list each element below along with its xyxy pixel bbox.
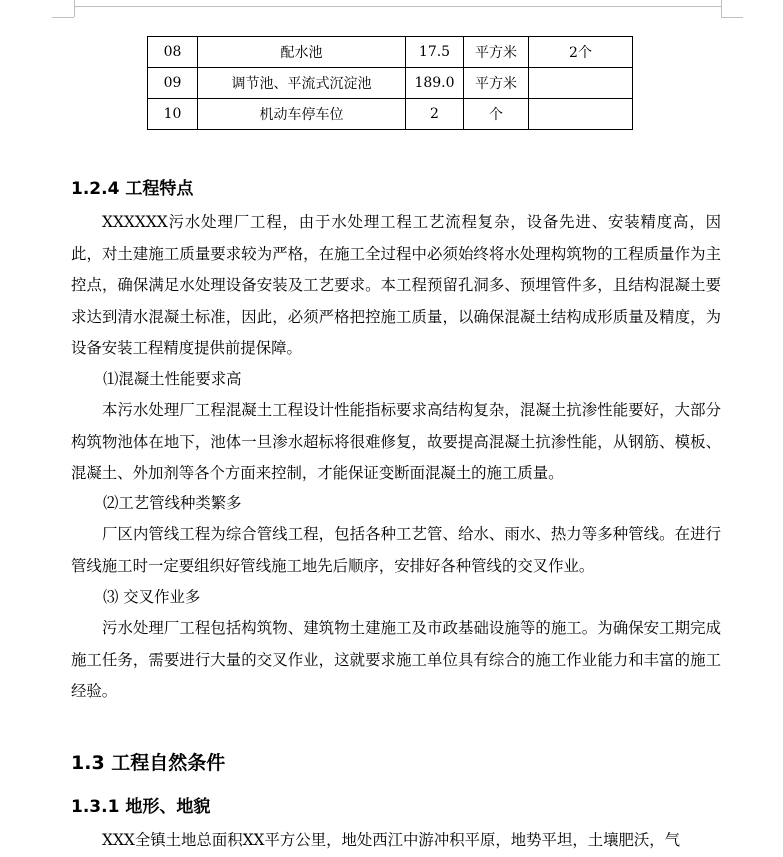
facility-unit: 平方米 (464, 68, 529, 99)
margin-mark-left-h (52, 17, 74, 18)
section-heading-1-2-4: 1.2.4 工程特点 (71, 179, 194, 199)
facility-quantity (529, 68, 633, 99)
item-1-paragraph: 本污水处理厂工程混凝土工程设计性能指标要求高结构复杂，混凝土抗渗性能要好，大部分构筑物池体在地下，池体一旦渗水超标将很难修复，故要提高混凝土抗渗性能，从钢筋、模板、混凝土、外加剂等各个方面来控制，才能保证变断面混凝土的施工质量。 (71, 401, 721, 482)
margin-mark-left (74, 0, 75, 17)
table-row (148, 99, 633, 130)
facility-unit: 个 (464, 99, 529, 130)
table-row (148, 68, 633, 99)
facility-value: 17.5 (406, 37, 464, 68)
facility-quantity: 2个 (529, 37, 633, 68)
table-row (148, 37, 633, 68)
facility-unit: 平方米 (464, 37, 529, 68)
item-3-paragraph: 污水处理厂工程包括构筑物、建筑物土建施工及市政基础设施等的施工。为确保安工期完成施工任务，需要进行大量的交叉作业，这就要求施工单位具有综合的施工作业能力和丰富的施工经验。 (71, 619, 721, 700)
margin-mark-right-h (721, 17, 743, 18)
row-number: 10 (148, 99, 198, 130)
facility-name: 机动车停车位 (198, 99, 406, 130)
section-intro-paragraph: XXXXXX污水处理厂工程，由于水处理工程工艺流程复杂，设备先进、安装精度高，因此，对土建施工质量要求较为严格，在施工全过程中必须始终将水处理构筑物的工程质量作为主控点，确保满足水处理设备安装及工艺要求。本工程预留孔洞多、预埋管件多，且结构混凝土要求达到清水混凝土标准，因此，必须严格把控施工质量，以确保混凝土结构成形质量及精度，为设备安装工程精度提供前提保障。 (71, 213, 721, 357)
row-number: 08 (148, 37, 198, 68)
facility-name: 调节池、平流式沉淀池 (198, 68, 406, 99)
item-1-title: ⑴混凝土性能要求高 (103, 370, 242, 388)
page-top-rule (75, 6, 722, 7)
section-1-3-1-paragraph: XXX全镇土地总面积XX平方公里，地处西江中游冲积平原，地势平坦，土壤肥沃，气 (102, 831, 681, 849)
item-2-paragraph: 厂区内管线工程为综合管线工程，包括各种工艺管、给水、雨水、热力等多种管线。在进行管线施工时一定要组织好管线施工地先后顺序，安排好各种管线的交叉作业。 (71, 525, 721, 575)
facility-table (147, 36, 633, 130)
facility-quantity (529, 99, 633, 130)
item-3-title: ⑶ 交叉作业多 (103, 588, 201, 606)
facility-value: 2 (406, 99, 464, 130)
margin-mark-right (721, 0, 722, 17)
section-heading-1-3: 1.3 工程自然条件 (71, 752, 226, 774)
facility-name: 配水池 (198, 37, 406, 68)
section-heading-1-3-1: 1.3.1 地形、地貌 (71, 797, 211, 817)
row-number: 09 (148, 68, 198, 99)
item-2-title: ⑵工艺管线种类繁多 (103, 494, 242, 512)
facility-value: 189.0 (406, 68, 464, 99)
